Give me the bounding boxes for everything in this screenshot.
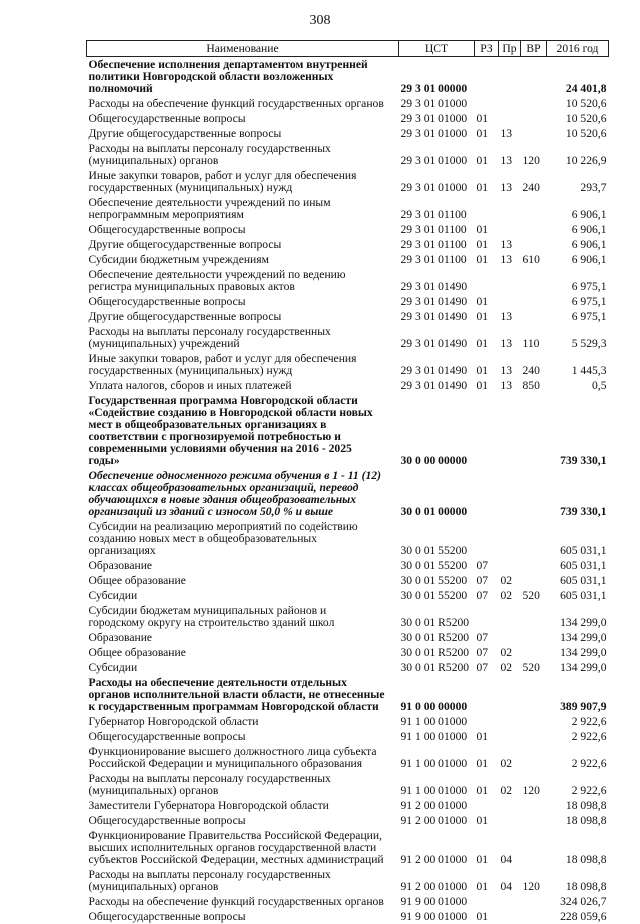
table-row: [87, 630, 609, 645]
cell-name: Обеспечение деятельности учреждений по иным непрограммным мероприятиям: [87, 195, 399, 222]
cell-cst: 29 3 01 01490: [399, 324, 475, 351]
cell-rz: 07: [475, 573, 499, 588]
cell-rz: 01: [475, 351, 499, 378]
cell-vr: [521, 603, 547, 630]
table-row: [87, 894, 609, 909]
cell-rz: 01: [475, 828, 499, 867]
cell-cst: 29 3 01 01490: [399, 309, 475, 324]
cell-sum: 2 922,6: [547, 744, 609, 771]
cell-vr: [521, 558, 547, 573]
cell-cst: 30 0 01 R5200: [399, 630, 475, 645]
cell-cst: 30 0 01 55200: [399, 519, 475, 558]
cell-name: Общее образование: [87, 573, 399, 588]
cell-rz: 01: [475, 813, 499, 828]
cell-vr: [521, 519, 547, 558]
cell-vr: [521, 126, 547, 141]
cell-vr: 850: [521, 378, 547, 393]
header-vr: ВР: [521, 41, 547, 57]
table-row: [87, 57, 609, 97]
cell-pr: 02: [499, 588, 521, 603]
cell-rz: [475, 714, 499, 729]
cell-sum: 605 031,1: [547, 573, 609, 588]
cell-cst: 29 3 01 01000: [399, 168, 475, 195]
cell-cst: 29 3 01 01100: [399, 195, 475, 222]
cell-vr: [521, 573, 547, 588]
cell-name: Расходы на выплаты персоналу государственных (муниципальных) учреждений: [87, 324, 399, 351]
table-row: [87, 603, 609, 630]
cell-name: Общегосударственные вопросы: [87, 813, 399, 828]
cell-vr: [521, 96, 547, 111]
table-row: [87, 195, 609, 222]
cell-cst: 91 1 00 01000: [399, 729, 475, 744]
cell-cst: 29 3 01 01490: [399, 378, 475, 393]
cell-vr: [521, 222, 547, 237]
cell-cst: 91 1 00 01000: [399, 744, 475, 771]
cell-rz: 01: [475, 909, 499, 924]
table-row: [87, 252, 609, 267]
page-number: 308: [0, 13, 640, 29]
table-row: [87, 237, 609, 252]
cell-pr: 02: [499, 660, 521, 675]
cell-sum: 605 031,1: [547, 519, 609, 558]
cell-rz: [475, 195, 499, 222]
cell-cst: 29 3 01 01100: [399, 237, 475, 252]
cell-name: Другие общегосударственные вопросы: [87, 309, 399, 324]
cell-sum: 293,7: [547, 168, 609, 195]
cell-pr: 02: [499, 573, 521, 588]
cell-sum: 24 401,8: [547, 57, 609, 97]
cell-pr: 13: [499, 126, 521, 141]
cell-cst: 29 3 01 01000: [399, 96, 475, 111]
cell-cst: 91 1 00 01000: [399, 771, 475, 798]
cell-rz: 01: [475, 744, 499, 771]
cell-pr: 13: [499, 237, 521, 252]
cell-name: Иные закупки товаров, работ и услуг для обеспечения государственных (муниципальных) нужд: [87, 351, 399, 378]
cell-name: Общегосударственные вопросы: [87, 222, 399, 237]
cell-cst: 91 2 00 01000: [399, 828, 475, 867]
cell-rz: 01: [475, 252, 499, 267]
cell-sum: 6 906,1: [547, 195, 609, 222]
table-row: [87, 96, 609, 111]
cell-pr: 02: [499, 645, 521, 660]
cell-name: Расходы на обеспечение деятельности отдельных органов исполнительной власти области, не отнесенные к государственным программам Новгородской области: [87, 675, 399, 714]
header-name: Наименование: [87, 41, 399, 57]
cell-sum: 10 520,6: [547, 96, 609, 111]
table-row: [87, 111, 609, 126]
cell-cst: 29 3 01 01490: [399, 294, 475, 309]
table-row: [87, 813, 609, 828]
cell-rz: 01: [475, 294, 499, 309]
cell-vr: [521, 714, 547, 729]
cell-name: Расходы на обеспечение функций государственных органов: [87, 894, 399, 909]
cell-cst: 29 3 01 01490: [399, 267, 475, 294]
header-cst: ЦСТ: [399, 41, 475, 57]
table-row: [87, 771, 609, 798]
cell-name: Субсидии бюджетам муниципальных районов и городскому округу на строительство зданий школ: [87, 603, 399, 630]
cell-name: Общегосударственные вопросы: [87, 111, 399, 126]
cell-rz: 07: [475, 588, 499, 603]
cell-vr: [521, 798, 547, 813]
cell-sum: 605 031,1: [547, 558, 609, 573]
cell-cst: 30 0 00 00000: [399, 393, 475, 468]
cell-sum: 134 299,0: [547, 645, 609, 660]
cell-vr: [521, 729, 547, 744]
cell-sum: 10 520,6: [547, 111, 609, 126]
cell-sum: 2 922,6: [547, 714, 609, 729]
cell-vr: [521, 909, 547, 924]
cell-cst: 91 2 00 01000: [399, 867, 475, 894]
cell-sum: 5 529,3: [547, 324, 609, 351]
cell-sum: 6 975,1: [547, 267, 609, 294]
cell-rz: [475, 57, 499, 97]
cell-name: Расходы на выплаты персоналу государственных (муниципальных) органов: [87, 141, 399, 168]
cell-rz: 01: [475, 168, 499, 195]
cell-name: Общее образование: [87, 645, 399, 660]
cell-rz: 01: [475, 771, 499, 798]
cell-cst: 29 3 01 00000: [399, 57, 475, 97]
cell-sum: 6 906,1: [547, 252, 609, 267]
cell-vr: [521, 57, 547, 97]
cell-pr: [499, 798, 521, 813]
table-row: [87, 309, 609, 324]
cell-rz: 01: [475, 729, 499, 744]
cell-rz: 07: [475, 558, 499, 573]
cell-pr: [499, 96, 521, 111]
cell-vr: 240: [521, 168, 547, 195]
cell-name: Функционирование высшего должностного лица субъекта Российской Федерации и муниципального образования: [87, 744, 399, 771]
cell-sum: 605 031,1: [547, 588, 609, 603]
cell-pr: [499, 222, 521, 237]
table-row: [87, 828, 609, 867]
cell-rz: [475, 603, 499, 630]
cell-vr: 520: [521, 588, 547, 603]
cell-vr: [521, 813, 547, 828]
table-row: [87, 126, 609, 141]
cell-pr: 04: [499, 867, 521, 894]
cell-name: Функционирование Правительства Российской Федерации, высших исполнительных органов государственной власти субъектов Российской Федерации, местных администраций: [87, 828, 399, 867]
cell-rz: [475, 393, 499, 468]
cell-cst: 30 0 01 55200: [399, 573, 475, 588]
cell-rz: [475, 267, 499, 294]
cell-name: Другие общегосударственные вопросы: [87, 237, 399, 252]
cell-name: Обеспечение исполнения департаментом внутренней политики Новгородской области возложенных полномочий: [87, 57, 399, 97]
cell-rz: [475, 519, 499, 558]
cell-name: Субсидии: [87, 588, 399, 603]
table-row: [87, 519, 609, 558]
cell-sum: 10 520,6: [547, 126, 609, 141]
cell-cst: 30 0 01 00000: [399, 468, 475, 519]
cell-cst: 91 2 00 01000: [399, 798, 475, 813]
cell-cst: 91 2 00 01000: [399, 813, 475, 828]
cell-pr: [499, 57, 521, 97]
cell-sum: 6 975,1: [547, 309, 609, 324]
cell-rz: [475, 675, 499, 714]
table-row: [87, 558, 609, 573]
cell-pr: [499, 267, 521, 294]
table-row: [87, 468, 609, 519]
cell-rz: 01: [475, 324, 499, 351]
cell-sum: 134 299,0: [547, 660, 609, 675]
cell-pr: [499, 195, 521, 222]
cell-pr: [499, 519, 521, 558]
cell-vr: [521, 267, 547, 294]
cell-name: Уплата налогов, сборов и иных платежей: [87, 378, 399, 393]
table-row: [87, 168, 609, 195]
cell-pr: 02: [499, 771, 521, 798]
cell-name: Обеспечение деятельности учреждений по ведению регистра муниципальных правовых актов: [87, 267, 399, 294]
table-row: [87, 378, 609, 393]
cell-pr: [499, 714, 521, 729]
cell-rz: 01: [475, 222, 499, 237]
cell-cst: 30 0 01 R5200: [399, 603, 475, 630]
cell-sum: 2 922,6: [547, 771, 609, 798]
cell-vr: 240: [521, 351, 547, 378]
cell-cst: 91 0 00 00000: [399, 675, 475, 714]
header-rz: РЗ: [475, 41, 499, 57]
cell-pr: 13: [499, 141, 521, 168]
table-header: [87, 41, 609, 57]
cell-pr: 02: [499, 744, 521, 771]
cell-vr: [521, 195, 547, 222]
cell-pr: 13: [499, 252, 521, 267]
cell-sum: 134 299,0: [547, 603, 609, 630]
cell-vr: 520: [521, 660, 547, 675]
cell-vr: [521, 111, 547, 126]
cell-rz: 01: [475, 309, 499, 324]
cell-sum: 739 330,1: [547, 468, 609, 519]
table-row: [87, 645, 609, 660]
cell-vr: [521, 744, 547, 771]
cell-rz: [475, 798, 499, 813]
cell-name: Расходы на выплаты персоналу государственных (муниципальных) органов: [87, 867, 399, 894]
cell-rz: [475, 96, 499, 111]
cell-cst: 30 0 01 55200: [399, 558, 475, 573]
cell-sum: 739 330,1: [547, 393, 609, 468]
cell-name: Субсидии на реализацию мероприятий по содействию созданию новых мест в общеобразовательных организациях: [87, 519, 399, 558]
cell-sum: 0,5: [547, 378, 609, 393]
cell-sum: 389 907,9: [547, 675, 609, 714]
cell-cst: 29 3 01 01490: [399, 351, 475, 378]
cell-name: Общегосударственные вопросы: [87, 909, 399, 924]
cell-sum: 18 098,8: [547, 828, 609, 867]
cell-sum: 134 299,0: [547, 630, 609, 645]
cell-sum: 324 026,7: [547, 894, 609, 909]
cell-pr: 13: [499, 378, 521, 393]
cell-vr: [521, 645, 547, 660]
table-row: [87, 393, 609, 468]
cell-name: Общегосударственные вопросы: [87, 294, 399, 309]
cell-pr: [499, 558, 521, 573]
cell-cst: 30 0 01 R5200: [399, 660, 475, 675]
table-row: [87, 222, 609, 237]
cell-rz: [475, 468, 499, 519]
cell-sum: 228 059,6: [547, 909, 609, 924]
cell-name: Расходы на выплаты персоналу государственных (муниципальных) органов: [87, 771, 399, 798]
cell-name: Другие общегосударственные вопросы: [87, 126, 399, 141]
cell-cst: 30 0 01 R5200: [399, 645, 475, 660]
cell-vr: 110: [521, 324, 547, 351]
cell-sum: 6 906,1: [547, 222, 609, 237]
table-row: [87, 573, 609, 588]
header-sum: 2016 год: [547, 41, 609, 57]
cell-pr: 13: [499, 168, 521, 195]
table-row: [87, 660, 609, 675]
cell-rz: 01: [475, 126, 499, 141]
cell-vr: 120: [521, 771, 547, 798]
header-pr: Пр: [499, 41, 521, 57]
cell-sum: 6 975,1: [547, 294, 609, 309]
cell-sum: 10 226,9: [547, 141, 609, 168]
cell-cst: 91 1 00 01000: [399, 714, 475, 729]
cell-pr: [499, 729, 521, 744]
cell-name: Государственная программа Новгородской области «Содействие созданию в Новгородской области новых мест в общеобразовательных организациях в соответствии с прогнозируемой потребностью и современными условиями обучения на 2016 - 2025 годы»: [87, 393, 399, 468]
cell-rz: 01: [475, 237, 499, 252]
cell-vr: 120: [521, 141, 547, 168]
cell-rz: 01: [475, 111, 499, 126]
table-row: [87, 729, 609, 744]
cell-pr: [499, 630, 521, 645]
cell-rz: [475, 894, 499, 909]
table-row: [87, 909, 609, 924]
cell-name: Образование: [87, 630, 399, 645]
cell-name: Заместители Губернатора Новгородской области: [87, 798, 399, 813]
cell-pr: [499, 603, 521, 630]
cell-name: Субсидии: [87, 660, 399, 675]
cell-pr: [499, 813, 521, 828]
cell-vr: [521, 675, 547, 714]
cell-pr: [499, 393, 521, 468]
cell-pr: 13: [499, 351, 521, 378]
cell-vr: 120: [521, 867, 547, 894]
cell-vr: [521, 309, 547, 324]
cell-name: Губернатор Новгородской области: [87, 714, 399, 729]
cell-pr: 13: [499, 309, 521, 324]
table-row: [87, 588, 609, 603]
cell-rz: 07: [475, 630, 499, 645]
cell-name: Общегосударственные вопросы: [87, 729, 399, 744]
cell-name: Расходы на обеспечение функций государственных органов: [87, 96, 399, 111]
cell-vr: [521, 468, 547, 519]
cell-rz: 01: [475, 867, 499, 894]
cell-cst: 91 9 00 01000: [399, 894, 475, 909]
cell-sum: 1 445,3: [547, 351, 609, 378]
table-row: [87, 744, 609, 771]
cell-rz: 01: [475, 141, 499, 168]
cell-name: Субсидии бюджетным учреждениям: [87, 252, 399, 267]
table-row: [87, 351, 609, 378]
table-row: [87, 324, 609, 351]
cell-vr: 610: [521, 252, 547, 267]
cell-sum: 18 098,8: [547, 867, 609, 894]
cell-vr: [521, 237, 547, 252]
table-row: [87, 294, 609, 309]
table-row: [87, 141, 609, 168]
table-row: [87, 675, 609, 714]
table-row: [87, 798, 609, 813]
cell-pr: 13: [499, 324, 521, 351]
cell-cst: 30 0 01 55200: [399, 588, 475, 603]
cell-rz: 07: [475, 660, 499, 675]
cell-vr: [521, 393, 547, 468]
cell-rz: 01: [475, 378, 499, 393]
cell-vr: [521, 828, 547, 867]
table-row: [87, 267, 609, 294]
cell-cst: 29 3 01 01000: [399, 111, 475, 126]
table-body: [87, 57, 609, 924]
cell-sum: 18 098,8: [547, 798, 609, 813]
cell-cst: 91 9 00 01000: [399, 909, 475, 924]
cell-cst: 29 3 01 01000: [399, 126, 475, 141]
cell-rz: 07: [475, 645, 499, 660]
cell-sum: 6 906,1: [547, 237, 609, 252]
cell-pr: [499, 909, 521, 924]
cell-sum: 18 098,8: [547, 813, 609, 828]
cell-name: Обеспечение односменного режима обучения в 1 - 11 (12) классах общеобразовательных организаций, перевод обучающихся в новые здания общеобразовательных организаций из зданий с износом 50,0 % и выше: [87, 468, 399, 519]
cell-pr: [499, 111, 521, 126]
budget-table: [86, 40, 609, 924]
table-row: [87, 714, 609, 729]
cell-vr: [521, 630, 547, 645]
cell-vr: [521, 894, 547, 909]
cell-pr: [499, 894, 521, 909]
cell-vr: [521, 294, 547, 309]
cell-pr: [499, 468, 521, 519]
cell-pr: [499, 675, 521, 714]
cell-sum: 2 922,6: [547, 729, 609, 744]
cell-pr: 04: [499, 828, 521, 867]
cell-cst: 29 3 01 01100: [399, 222, 475, 237]
table-row: [87, 867, 609, 894]
cell-cst: 29 3 01 01000: [399, 141, 475, 168]
cell-cst: 29 3 01 01100: [399, 252, 475, 267]
cell-name: Иные закупки товаров, работ и услуг для обеспечения государственных (муниципальных) нужд: [87, 168, 399, 195]
cell-name: Образование: [87, 558, 399, 573]
cell-pr: [499, 294, 521, 309]
